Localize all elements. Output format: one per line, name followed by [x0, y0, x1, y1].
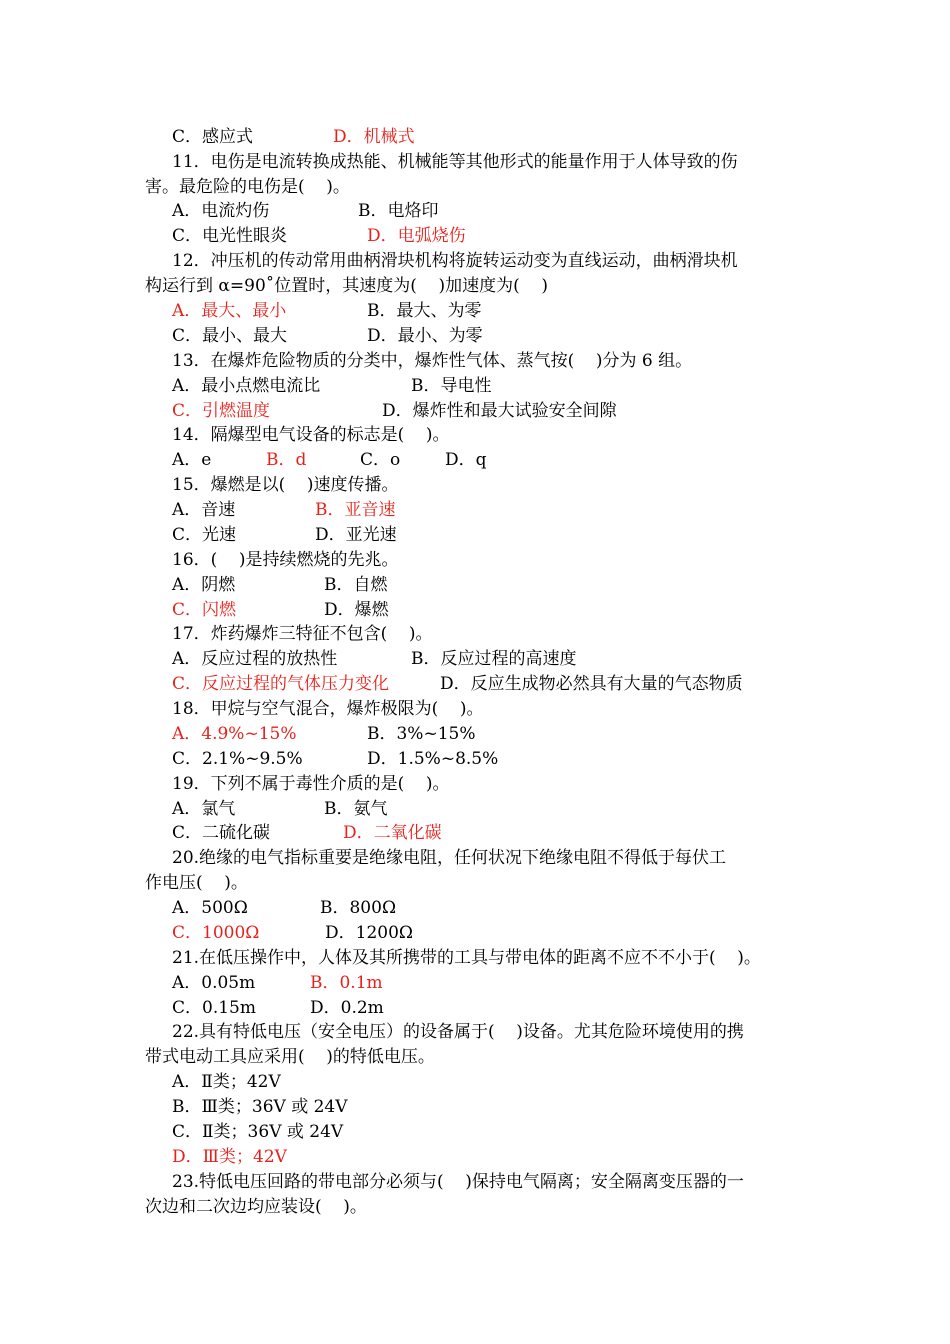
line-text: 22.具有特低电压（安全电压）的设备属于( )设备。尤其危险环境使用的携 [172, 1022, 744, 1042]
text-line [0, 698, 950, 720]
text-line [0, 623, 950, 645]
answer-text: D．机械式 [333, 127, 415, 147]
text-line [0, 176, 950, 198]
text-line [0, 599, 950, 621]
line-text: A．阴燃 [172, 575, 236, 595]
line-text: 次边和二次边均应装设( )。 [145, 1197, 367, 1217]
text-line [0, 325, 950, 347]
answer-text: A．4.9%~15% [172, 724, 297, 744]
text-line [0, 872, 950, 894]
text-line [0, 1096, 950, 1118]
line-text: D．反应生成物必然具有大量的气态物质 [440, 674, 743, 694]
line-text: A．500Ω [172, 898, 248, 918]
line-text: C．o [360, 450, 401, 470]
line-text: C．二硫化碳 [172, 823, 271, 843]
text-line [0, 1196, 950, 1218]
line-text: 23.特低电压回路的带电部分必须与( )保持电气隔离；安全隔离变压器的一 [172, 1172, 744, 1192]
answer-text: C．引燃温度 [172, 401, 271, 421]
text-line [0, 275, 950, 297]
text-line [0, 400, 950, 422]
line-text: D．最小、为零 [367, 326, 483, 346]
line-text: 18．甲烷与空气混合，爆炸极限为( )。 [172, 699, 484, 719]
line-text: 19．下列不属于毒性介质的是( )。 [172, 774, 450, 794]
line-text: D．1.5%~8.5% [367, 749, 499, 769]
text-line [0, 474, 950, 496]
line-text: 15．爆燃是以( )速度传播。 [172, 475, 399, 495]
line-text: B．电烙印 [358, 201, 439, 221]
answer-text: D．电弧烧伤 [367, 226, 466, 246]
line-text: 12．冲压机的传动常用曲柄滑块机构将旋转运动变为直线运动，曲柄滑块机 [172, 251, 738, 271]
text-line [0, 1071, 950, 1093]
line-text: D．爆燃 [324, 600, 389, 620]
text-line [0, 549, 950, 571]
line-text: A．0.05m [172, 973, 256, 993]
line-text: C．最小、最大 [172, 326, 288, 346]
line-text: B．最大、为零 [367, 301, 482, 321]
line-text: A．反应过程的放热性 [172, 649, 338, 669]
text-line [0, 375, 950, 397]
text-line [0, 748, 950, 770]
text-line [0, 1171, 950, 1193]
answer-text: D．二氧化碳 [343, 823, 442, 843]
text-line [0, 499, 950, 521]
text-line [0, 350, 950, 372]
text-line [0, 773, 950, 795]
answer-text: C．1000Ω [172, 923, 260, 943]
line-text: 11．电伤是电流转换成热能、机械能等其他形式的能量作用于人体导致的伤 [172, 152, 738, 172]
text-line [0, 648, 950, 670]
line-text: C．Ⅱ类；36V 或 24V [172, 1122, 344, 1142]
line-text: 21.在低压操作中，人体及其所携带的工具与带电体的距离不应不不小于( )。 [172, 948, 761, 968]
text-line [0, 1021, 950, 1043]
line-text: C．2.1%~9.5% [172, 749, 303, 769]
text-line [0, 1046, 950, 1068]
line-text: 构运行到 α=90˚位置时，其速度为( )加速度为( ) [145, 276, 549, 296]
answer-text: C．闪燃 [172, 600, 237, 620]
line-text: 作电压( )。 [145, 873, 248, 893]
answer-text: C．反应过程的气体压力变化 [172, 674, 390, 694]
line-text: 16．( )是持续燃烧的先兆。 [172, 550, 399, 570]
line-text: A．e [172, 450, 212, 470]
line-text: A．Ⅱ类；42V [172, 1072, 281, 1092]
text-line [0, 126, 950, 148]
line-text: 害。最危险的电伤是( )。 [145, 177, 350, 197]
answer-text: A．最大、最小 [172, 301, 287, 321]
text-line [0, 524, 950, 546]
text-line [0, 424, 950, 446]
text-line [0, 723, 950, 745]
text-line [0, 250, 950, 272]
text-line [0, 673, 950, 695]
answer-text: D．Ⅲ类；42V [172, 1147, 287, 1167]
line-text: D．q [445, 450, 487, 470]
line-text: 13．在爆炸危险物质的分类中，爆炸性气体、蒸气按( )分为 6 组。 [172, 351, 693, 371]
line-text: A．最小点燃电流比 [172, 376, 321, 396]
text-line [0, 225, 950, 247]
line-text: D．1200Ω [325, 923, 413, 943]
line-text: B．反应过程的高速度 [411, 649, 577, 669]
answer-text: B．d [266, 450, 307, 470]
line-text: B．Ⅲ类；36V 或 24V [172, 1097, 348, 1117]
text-line [0, 922, 950, 944]
text-line [0, 1121, 950, 1143]
line-text: 17．炸药爆炸三特征不包含( )。 [172, 624, 433, 644]
text-line [0, 798, 950, 820]
line-text: B．800Ω [320, 898, 397, 918]
text-line [0, 897, 950, 919]
line-text: C．电光性眼炎 [172, 226, 288, 246]
answer-text: B．0.1m [310, 973, 383, 993]
line-text: 14．隔爆型电气设备的标志是( )。 [172, 425, 450, 445]
text-line [0, 947, 950, 969]
line-text: D．爆炸性和最大试验安全间隙 [382, 401, 617, 421]
text-line [0, 151, 950, 173]
line-text: B．氨气 [324, 799, 388, 819]
line-text: C．0.15m [172, 998, 256, 1018]
line-text: A．氯气 [172, 799, 236, 819]
line-text: B．导电性 [411, 376, 492, 396]
line-text: B．3%~15% [367, 724, 476, 744]
line-text: A．电流灼伤 [172, 201, 270, 221]
text-line [0, 1146, 950, 1168]
text-line [0, 997, 950, 1019]
text-line [0, 847, 950, 869]
text-line [0, 449, 950, 471]
line-text: D．0.2m [310, 998, 384, 1018]
line-text: C．感应式 [172, 127, 254, 147]
answer-text: B．亚音速 [315, 500, 396, 520]
line-text: A．音速 [172, 500, 236, 520]
text-line [0, 200, 950, 222]
text-line [0, 574, 950, 596]
line-text: 20.绝缘的电气指标重要是绝缘电阻，任何状况下绝缘电阻不得低于每伏工 [172, 848, 727, 868]
line-text: D．亚光速 [315, 525, 397, 545]
text-line [0, 972, 950, 994]
line-text: B．自燃 [324, 575, 388, 595]
line-text: C．光速 [172, 525, 237, 545]
text-line [0, 822, 950, 844]
text-line [0, 300, 950, 322]
line-text: 带式电动工具应采用( )的特低电压。 [145, 1047, 435, 1067]
